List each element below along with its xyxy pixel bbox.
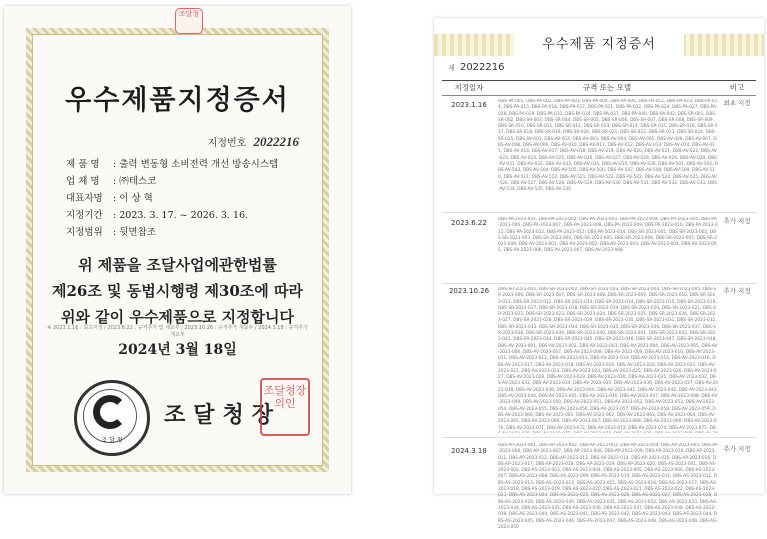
field-row: 대표자명 : 이 상 혁 bbox=[66, 190, 278, 207]
row-divider bbox=[442, 283, 756, 284]
pps-emblem-icon bbox=[74, 380, 150, 456]
row-models: DBS-SR-2023-001, DBS-SR-2023-002, DBS-SR-2023-003, DBS-SR-2023-004, DBS-SR-2023-005, DBS-SR-2023-006, DBS-SR-2023-007, DBS-SR-2023-008, DBS-SR-2023-009, DBS-SR-2023-010, DBS-SR-2023-011, DBS-SR-2023-012, DBS-SR-2023-013, DBS-SR-2023-014, DBS-SR-2023-015, DBS-SR-2023-016, DBS-SR-2023-017, DBS-SR-2023-018, DBS-SR-2023-019, DBS-SR-2023-020, DBS-SR-2023-021, DBS-SR-2023-022, DBS-SR-2023-023, DBS-SR-2023-024, DBS-SR-2023-025, DBS-SR-2023-026, DBS-SR-2023-027, DBS-SR-2023-028, DBS-SR-2023-029, DBS-SR-2023-030, DBS-SR-2023-031, DBS-SR-2023-032, DBS-SR-2023-033, DBS-SR-2023-034, DBS-SR-2023-035, DBS-SR-2023-036, DBS-SR-2023-037, DBS-SR-2023-038, DBS-SR-2023-039, DBS-SR-2023-040, DBS-SR-2023-041, DBS-SR-2023-042, DBS-SR-2023-043, DBS-SR-2023-044, DBS-SR-2023-045, DBS-SR-2023-046, DBS-SR-2023-047, DBS-SR-2023-048, DBS-AV-2023-001, DBS-AV-2023-002, DBS-AV-2023-003, DBS-AV-2023-004, DBS-AV-2023-005, DBS-AV-2023-006, DBS-AV-2023-007, DBS-AV-2023-008, DBS-AV-2023-009, DBS-AV-2023-010, DBS-AV-2023-011, DBS-AV-2023-012, DBS-AV-2023-013, DBS-AV-2023-014, DBS-AV-2023-015, DBS-AV-2023-016, DBS-AV-2023-017, DBS-AV-2023-018, DBS-AV-2023-019, DBS-AV-2023-020, DBS-AV-2023-021, DBS-AV-2023-022, DBS-AV-2023-023, DBS-AV-2023-024, DBS-AV-2023-025, DBS-AV-2023-026, DBS-AV-2023-027, DBS-AV-2023-028, DBS-AV-2023-029, DBS-AV-2023-030, DBS-AV-2023-031, DBS-AV-2023-032, DBS-AV-2023-033, DBS-AV-2023-034, DBS-AV-2023-035, DBS-AV-2023-036, DBS-AV-2023-037, DBS-AV-2023-038, DBS-AV-2023-039, DBS-AV-2023-040, DBS-AV-2023-041, DBS-AV-2023-042, DBS-AV-2023-043, DBS-AV-2023-044, DBS-AV-2023-045, DBS-AV-2023-046, DBS-AV-2023-047, DBS-AV-2023-048, DBS-AV-2023-049, DBS-AV-2023-050, DBS-AV-2023-051, DBS-AV-2023-052, DBS-AV-2023-053, DBS-AV-2023-054, DBS-AV-2023-055, DBS-AV-2023-056, DBS-AV-2023-057, DBS-AV-2023-058, DBS-AV-2023-059, DBS-AV-2023-060, DBS-AV-2023-061, DBS-AV-2023-062, DBS-AV-2023-063, DBS-AV-2023-064, DBS-AV-2023-065, DBS-AV-2023-066, DBS-AV-2023-067, DBS-AV-2023-068, DBS-AV-2023-069, DBS-AV-2023-070, DBS-AV-2023-071, DBS-AV-2023-072, DBS-AV-2023-073, DBS-AV-2023-074, DBS-AV-2023-075, DB bbox=[498, 287, 718, 431]
header-note: 비고 bbox=[729, 83, 745, 92]
table-header bbox=[442, 81, 756, 96]
body-line: 위와 같이 우수제품으로 지정합니다 bbox=[60, 308, 295, 326]
row-models: DBS-PA-001, DBS-PA-002, DBS-PA-003, DBS-PA-004, DBS-PA-005, DBS-PA-012, DBS-PA-013, DBS-PA-014, DBS-PA-015, DBS-PA-016, DBS-PA-017, DBS-PA-021, DBS-PA-022, DBS-PA-024, DBS-PA-027, DBS-PA-028, DBS-PA-029, DBS-PA-031, DBS-PA-034, DBS-PA-037, DBS-PA-040, DBS-PA-042, DBS-SR-001, DBS-SR-002, DBS-SR-003, DBS-SR-004, DBS-SR-005, DBS-SR-006, DBS-SR-007, DBS-SR-008, DBS-SR-009, DBS-SR-010, DBS-SR-011, DBS-SR-012, DBS-SR-013, DBS-SR-014, DBS-SR-015, DBS-SR-016, DBS-SR-017, DBS-SR-018, DBS-SR-019, DBS-SR-020, DBS-SR-021, DBS-SR-022, DBS-SR-023, DBS-SR-024, DBS-SR-025, DBS-AV-001, DBS-AV-002, DBS-AV-003, DBS-AV-004, DBS-AV-005, DBS-AV-006, DBS-AV-007, DBS-AV-008, DBS-AV-009, DBS-AV-010, DBS-AV-011, DBS-AV-012, DBS-AV-013, DBS-AV-014, DBS-AV-015, DBS-AV-016, DBS-AV-017, DBS-AV-018, DBS-AV-019, DBS-AV-020, DBS-AV-021, DBS-AV-022, DBS-AV-023, DBS-AV-024, DBS-AV-025, DBS-AV-026, DBS-AV-027, DBS-AV-028, DBS-AV-029, DBS-AV-030, DBS-AV-031, DBS-AV-032, DBS-AV-033, DBS-AV-034, DBS-AV-035, DBS-AV-036, DBS-AV-501, DBS-AV-502, DBS-AV-503, DBS-AV-504, DBS-AV-505, DBS-AV-506, DBS-AV-507, DBS-AV-508, DBS-AV-509, DBS-AV-510, DBS-AV-511, DBS-AV-512, DBS-AV-521, DBS-AV-522, DBS-AV-523, DBS-AV-524, DBS-AV-525, DBS-AV-526, DBS-AV-527, DBS-AV-528, DBS-AV-529, DBS-AV-530, DBS-AV-531, DBS-AV-532, DBS-AV-533, DBS-AV-534, DBS-AV-535, DBS-AV-536 bbox=[498, 99, 718, 193]
table-row bbox=[442, 439, 756, 539]
row-note: 최초 지정 bbox=[723, 99, 751, 107]
row-date: 2024.3.18 bbox=[451, 447, 487, 455]
field-row: 지정기간 : 2023. 3. 17. ~ 2026. 3. 16. bbox=[66, 207, 278, 224]
row-divider bbox=[442, 437, 756, 438]
field-value: 뒷면참조 bbox=[119, 227, 156, 238]
appendix-page bbox=[434, 18, 764, 530]
appendix-number bbox=[448, 62, 505, 73]
field-value: 출력 변동형 소비전력 개선 방송시스템 bbox=[119, 159, 279, 170]
field-row: 지정범위 : 뒷면참조 bbox=[66, 224, 278, 241]
table-row bbox=[442, 285, 756, 435]
certificate-number bbox=[208, 134, 299, 150]
row-note: 추가 지정 bbox=[723, 287, 751, 295]
row-models: DBS-PA-2023-001, DBS-PA-2023-002, DBS-PA-2023-003, DBS-PA-2023-004, DBS-PA-2023-005, DBS-PA-2023-006, DBS-PA-2023-007, DBS-PA-2023-008, DBS-PA-2023-009, DBS-PA-2023-010, DBS-PA-2023-011, DBS-PA-2023-012, DBS-PA-2023-013, DBS-PA-2023-014, DBS-SR-2023-001, DBS-SR-2023-002, DBS-SR-2023-003, DBS-SR-2023-004, DBS-SR-2023-005, DBS-SR-2023-006, DBS-SR-2023-007, DBS-SR-2023-008, DBS-AV-2023-001, DBS-AV-2023-002, DBS-AV-2023-003, DBS-AV-2023-004, DBS-AV-2023-005, DBS-AV-2023-006, DBS-AV-2023-007, DBS-AV-2023-008 bbox=[498, 217, 718, 254]
body-line: 위 제품을 조달사업에관한법률 bbox=[78, 256, 277, 274]
row-divider bbox=[442, 212, 756, 213]
title-band bbox=[434, 34, 764, 56]
field-value: ㈜테스코 bbox=[119, 176, 157, 187]
body-line: 제26조 및 동법시행령 제30조에 따라 bbox=[51, 282, 303, 300]
row-note: 추가 지정 bbox=[723, 445, 751, 453]
field-value: 2023. 3. 17. ~ 2026. 3. 16. bbox=[119, 210, 249, 221]
appendix-number-label: 제 bbox=[448, 64, 455, 72]
row-date: 2023.6.22 bbox=[451, 219, 487, 227]
table-row bbox=[442, 99, 756, 209]
table-row bbox=[442, 215, 756, 281]
field-label: 지정범위 bbox=[66, 227, 103, 238]
field-row: 업 체 명 : ㈜테스코 bbox=[66, 173, 278, 190]
revision-footnote: ※ 2023.1.16 : 최초지정 / 2023.6.22 : 규격추가 및 재교부 / 2023.10.26 : 규격추가 재교부 / 2024.3.18 : 규격추가 재교부 bbox=[47, 325, 308, 338]
field-row: 제 품 명 : 출력 변동형 소비전력 개선 방송시스템 bbox=[66, 156, 278, 173]
header-date: 지정일자 bbox=[454, 83, 484, 92]
field-label: 업 체 명 bbox=[66, 176, 100, 187]
row-note: 추가 지정 bbox=[723, 217, 751, 225]
official-seal-stamp: 조달청장의인 bbox=[260, 378, 310, 436]
certificate-number-label: 지정번호 bbox=[207, 138, 247, 149]
certificate-fields bbox=[66, 156, 278, 241]
certificate-number-value: 2022216 bbox=[253, 134, 299, 149]
top-seal-stamp: 조달청 bbox=[175, 8, 203, 34]
field-label: 제 품 명 bbox=[66, 159, 100, 170]
field-value: 이 상 혁 bbox=[119, 193, 153, 204]
emblem-c-mark bbox=[93, 395, 127, 429]
certificate-title: 우수제품지정증서 bbox=[65, 85, 290, 116]
field-label: 지정기간 bbox=[66, 210, 103, 221]
row-date: 2023.10.26 bbox=[448, 287, 490, 295]
certificate-page bbox=[4, 6, 351, 494]
row-models: DBS-AP-2023-001, DBS-AP-2023-002, DBS-AP-2023-003, DBS-AP-2023-004, DBS-AP-2023-005, DBS-AP-2023-006, DBS-AP-2023-007, DBS-AP-2023-008, DBS-AP-2023-009, DBS-AP-2023-010, DBS-AP-2023-011, DBS-AP-2023-012, DBS-AP-2023-013, DBS-AP-2023-014, DBS-AP-2023-015, DBS-AP-2023-016, DBS-AP-2023-017, DBS-AP-2023-018, DBS-AP-2023-019, DBS-AP-2023-020, DBS-AS-2023-001, DBS-AS-2023-002, DBS-AS-2023-003, DBS-AS-2023-004, DBS-AS-2023-005, DBS-AS-2023-006, DBS-AS-2023-007, DBS-AS-2023-008, DBS-AS-2023-009, DBS-AS-2023-010, DBS-AS-2023-011, DBS-AS-2023-012, DBS-AS-2023-013, DBS-AS-2023-014, DBS-AS-2023-015, DBS-AS-2023-016, DBS-AS-2023-017, DBS-AS-2023-018, DBS-AS-2023-019, DBS-AS-2023-020, DBS-AS-2023-021, DBS-AS-2023-022, DBS-AS-2023-023, DBS-AS-2023-024, DBS-AS-2023-025, DBS-AS-2023-026, DBS-AS-2023-027, DBS-AS-2023-028, DBS-AS-2023-029, DBS-AS-2023-030, DBS-AS-2023-031, DBS-AS-2023-032, DBS-AS-2023-033, DBS-AS-2023-034, DBS-AS-2023-035, DBS-AS-2023-036, DBS-AS-2023-037, DBS-AS-2023-038, DBS-AS-2023-039, DBS-AS-2023-040, DBS-AS-2023-041, DBS-AS-2023-042, DBS-AS-2023-043, DBS-AS-2023-044, DBS-AS-2023-045, DBS-AS-2023-046, DBS-AS-2023-047, DBS-AS-2023-048, DBS-AS-2023-049, DBS-AS-2023-050 bbox=[498, 443, 718, 530]
field-label: 대표자명 bbox=[66, 193, 103, 204]
header-models: 규격 또는 모델 bbox=[582, 83, 632, 92]
appendix-number-value: 2022216 bbox=[459, 62, 505, 73]
issuer-name: 조달청장 bbox=[164, 402, 282, 428]
appendix-title: 우수제품 지정증서 bbox=[514, 34, 684, 56]
emblem-label: 조 달 청 bbox=[101, 437, 123, 444]
row-date: 2023.1.16 bbox=[451, 101, 487, 109]
model-table bbox=[442, 80, 756, 530]
certificate-body bbox=[44, 252, 311, 330]
issue-date: 2024년 3월 18일 bbox=[118, 342, 237, 358]
